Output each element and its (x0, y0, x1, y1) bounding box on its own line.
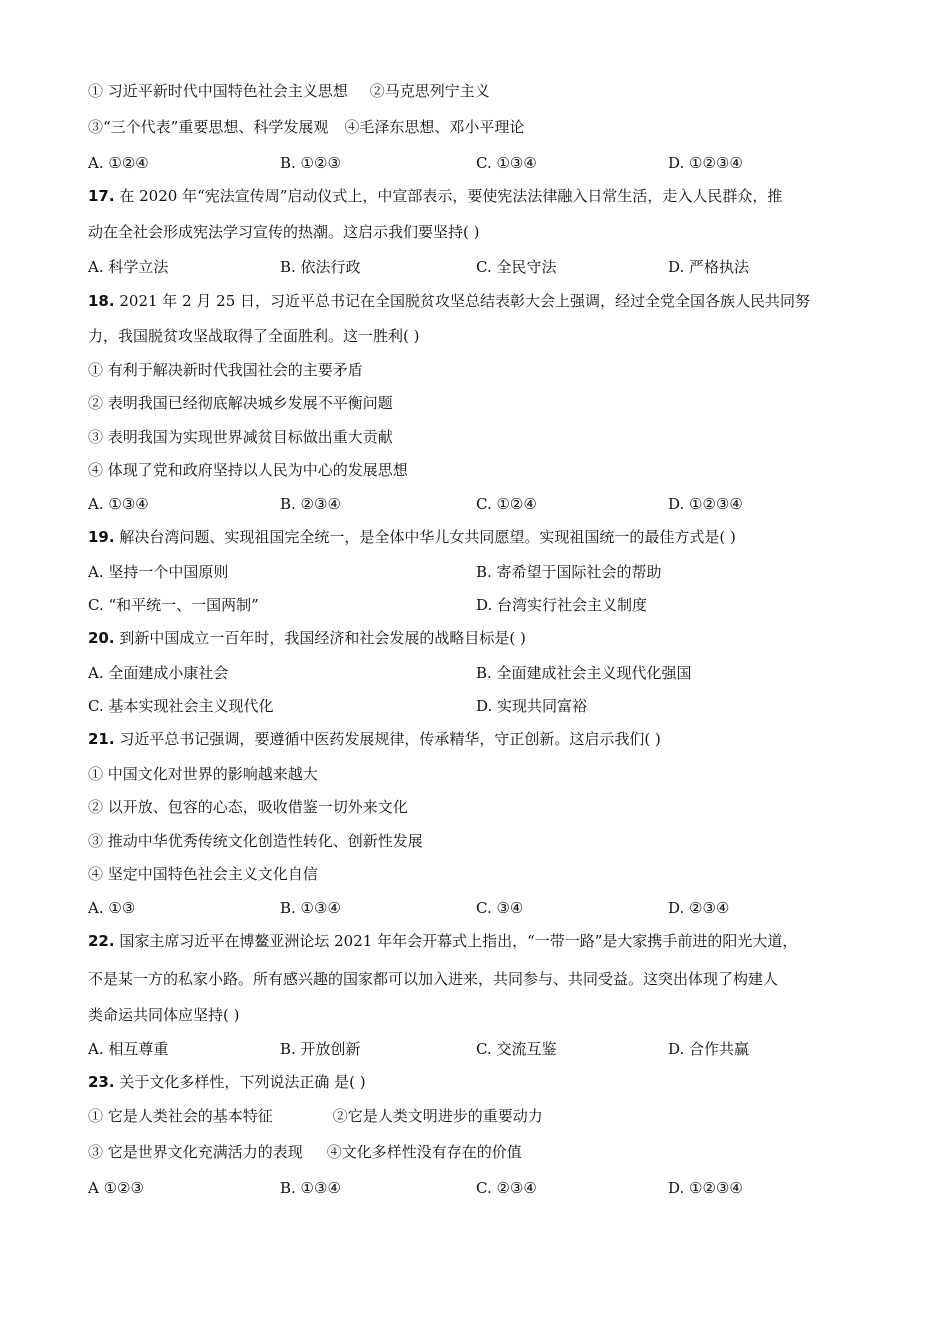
q19-stem (88, 527, 878, 547)
q20-option-d[interactable]: D. 实现共同富裕 (476, 697, 588, 715)
q18-option-a[interactable]: A. ①③④ (88, 495, 149, 513)
q23-stem (88, 1072, 878, 1092)
q23-statement-4: ④文化多样性没有存在的价值 (326, 1143, 522, 1161)
q22-option-b[interactable]: B. 开放创新 (280, 1040, 361, 1058)
q17-option-b[interactable]: B. 依法行政 (280, 258, 361, 276)
q20-option-a[interactable]: A. 全面建成小康社会 (88, 664, 229, 682)
q16-statement-1: ① 习近平新时代中国特色社会主义思想 (88, 82, 348, 100)
q22-option-a[interactable]: A. 相互尊重 (88, 1040, 169, 1058)
q16-statement-4: ④毛泽东思想、邓小平理论 (344, 118, 525, 136)
q22-number: 22. (88, 932, 115, 950)
q18-number: 18. (88, 292, 115, 310)
q17-text-line2: 动在全社会形成宪法学习宣传的热潮。这启示我们要坚持( ) (88, 223, 480, 241)
q22-text-line2: 不是某一方的私家小路。所有感兴趣的国家都可以加入进来，共同参与、共同受益。这突出体现了构建人 (88, 970, 779, 988)
q21-option-a[interactable]: A. ①③ (88, 899, 136, 917)
q21-stem (88, 729, 878, 749)
q18-statement-2: ② 表明我国已经彻底解决城乡发展不平衡问题 (88, 394, 393, 412)
q21-text-line1: 习近平总书记强调，要遵循中医药发展规律，传承精华，守正创新。这启示我们( ) (119, 730, 661, 748)
q21-statement-4: ④ 坚定中国特色社会主义文化自信 (88, 865, 318, 883)
q16-statement-3: ③“三个代表”重要思想、科学发展观 (88, 118, 329, 136)
q17-text-line1: 在 2020 年“宪法宣传周”启动仪式上，中宣部表示，要使宪法法律融入日常生活，走入人民群众，推 (119, 187, 783, 205)
q17-stem (88, 186, 878, 206)
q16-option-b[interactable]: B. ①②③ (280, 154, 341, 172)
q19-option-d[interactable]: D. 台湾实行社会主义制度 (476, 596, 648, 614)
q22-stem (88, 931, 878, 951)
q18-statement-1: ① 有利于解决新时代我国社会的主要矛盾 (88, 361, 363, 379)
q23-statement-row (88, 1106, 878, 1126)
q16-statement-row (88, 117, 878, 137)
q22-text-line1: 国家主席习近平在博鳌亚洲论坛 2021 年年会开幕式上指出，“一带一路”是大家携手前进的阳光大道， (119, 932, 798, 950)
q20-option-b[interactable]: B. 全面建成社会主义现代化强国 (476, 664, 692, 682)
q23-number: 23. (88, 1073, 115, 1091)
q18-option-b[interactable]: B. ②③④ (280, 495, 341, 513)
q18-option-d[interactable]: D. ①②③④ (668, 495, 743, 513)
q19-number: 19. (88, 528, 115, 546)
q23-option-a[interactable]: A ①②③ (88, 1179, 144, 1197)
q19-text-line1: 解决台湾问题、实现祖国完全统一，是全体中华儿女共同愿望。实现祖国统一的最佳方式是( ) (119, 528, 736, 546)
q22-option-d[interactable]: D. 合作共赢 (668, 1040, 750, 1058)
q21-option-d[interactable]: D. ②③④ (668, 899, 730, 917)
q18-statement-4: ④ 体现了党和政府坚持以人民为中心的发展思想 (88, 461, 408, 479)
q21-statement-1: ① 中国文化对世界的影响越来越大 (88, 765, 318, 783)
q23-option-b[interactable]: B. ①③④ (280, 1179, 341, 1197)
q21-statement-2: ② 以开放、包容的心态，吸收借鉴一切外来文化 (88, 798, 408, 816)
q20-number: 20. (88, 629, 115, 647)
q20-option-c[interactable]: C. 基本实现社会主义现代化 (88, 697, 274, 715)
q17-option-d[interactable]: D. 严格执法 (668, 258, 750, 276)
q16-option-a[interactable]: A. ①②④ (88, 154, 149, 172)
q21-option-c[interactable]: C. ③④ (476, 899, 524, 917)
q18-text-line2: 力，我国脱贫攻坚战取得了全面胜利。这一胜利( ) (88, 327, 420, 345)
q16-option-c[interactable]: C. ①③④ (476, 154, 537, 172)
q21-number: 21. (88, 730, 115, 748)
q17-number: 17. (88, 187, 115, 205)
q16-option-d[interactable]: D. ①②③④ (668, 154, 743, 172)
q21-statement-3: ③ 推动中华优秀传统文化创造性转化、创新性发展 (88, 832, 423, 850)
q19-option-b[interactable]: B. 寄希望于国际社会的帮助 (476, 563, 662, 581)
q18-stem (88, 291, 878, 311)
q19-option-c[interactable]: C. “和平统一、一国两制” (88, 596, 259, 614)
q16-statement-row (88, 81, 878, 101)
q23-text-line1: 关于文化多样性，下列说法正确 是( ) (119, 1073, 366, 1091)
q17-option-c[interactable]: C. 全民守法 (476, 258, 557, 276)
q23-statement-3: ③ 它是世界文化充满活力的表现 (88, 1143, 303, 1161)
q23-option-c[interactable]: C. ②③④ (476, 1179, 537, 1197)
q18-option-c[interactable]: C. ①②④ (476, 495, 537, 513)
q23-statement-1: ① 它是人类社会的基本特征 (88, 1107, 273, 1125)
q20-text-line1: 到新中国成立一百年时，我国经济和社会发展的战略目标是( ) (119, 629, 526, 647)
q22-option-c[interactable]: C. 交流互鉴 (476, 1040, 557, 1058)
q18-text-line1: 2021 年 2 月 25 日，习近平总书记在全国脱贫攻坚总结表彰大会上强调，经过全党全国各族人民共同努 (119, 292, 811, 310)
q23-statement-2: ②它是人类文明进步的重要动力 (332, 1107, 543, 1125)
q19-option-a[interactable]: A. 坚持一个中国原则 (88, 563, 229, 581)
q16-statement-2: ②马克思列宁主义 (369, 82, 490, 100)
q23-statement-row (88, 1142, 878, 1162)
q21-option-b[interactable]: B. ①③④ (280, 899, 341, 917)
q23-option-d[interactable]: D. ①②③④ (668, 1179, 743, 1197)
q18-statement-3: ③ 表明我国为实现世界减贫目标做出重大贡献 (88, 428, 393, 446)
q22-text-line3: 类命运共同体应坚持( ) (88, 1006, 240, 1024)
q17-option-a[interactable]: A. 科学立法 (88, 258, 169, 276)
q20-stem (88, 628, 878, 648)
